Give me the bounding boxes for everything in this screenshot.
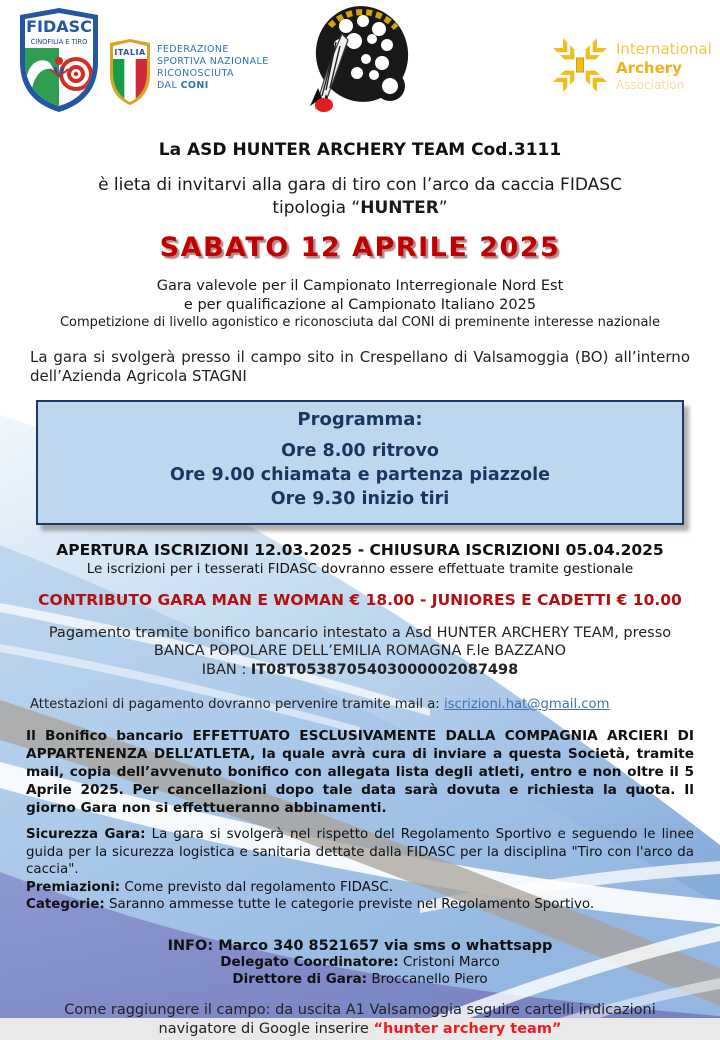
registration-note: Le iscrizioni per i tesserati FIDASC dovranno essere effettuate tramite gestionale xyxy=(86,560,634,577)
federation-line: SPORTIVA NAZIONALE xyxy=(157,56,269,67)
championship-note xyxy=(0,277,720,333)
directions xyxy=(0,1001,720,1040)
contacts-section xyxy=(0,938,720,988)
coni-italia-shield-icon xyxy=(108,38,152,106)
international-archery-association-logo xyxy=(548,28,714,102)
directions-line2: navigatore di Google inserire “hunter archery team” xyxy=(158,1021,562,1037)
federation-line: DAL CONI xyxy=(157,80,209,91)
transfer-notice: Il Bonifico bancario EFFETTUATO ESCLUSIVAMENTE DALLA COMPAGNIA ARCIERI DI APPARTENENZA DELL’ATLETA, la quale avrà cura di inviare a questa Società, tramite mail, copia dell’avvenuto bonifico con allegata lista degli atleti, entro e non oltre il 5 Aprile 2025. Per cancellazioni dopo tale data sarà dovuta e richiesta la quota. Il giorno Gara non si effettueranno abbinamenti. xyxy=(26,728,694,816)
attestation-line xyxy=(30,697,690,712)
invitation-text xyxy=(0,174,720,220)
directions-highlight: “hunter archery team” xyxy=(373,1021,562,1037)
venue-paragraph: La gara si svolgerà presso il campo sito in Crespellano di Valsamoggia (BO) all’interno dell’Azienda Agricola STAGNI xyxy=(30,347,690,385)
payment-line2: BANCA POPOLARE DELL’EMILIA ROMAGNA F.le BAZZANO xyxy=(153,643,567,659)
security-rule: Sicurezza Gara: La gara si svolgerà nel rispetto del Regolamento Sportivo e seguendo le linee guida per la sicurezza logistica e sanitaria dettate dalla FIDASC per la disciplina "Tiro con l'arco da caccia". xyxy=(26,827,694,877)
federation-line: FEDERAZIONE xyxy=(157,44,229,55)
awards-rule: Premiazioni: Come previsto dal regolamento FIDASC. xyxy=(26,879,393,895)
header-logos xyxy=(0,0,720,132)
event-title: La ASD HUNTER ARCHERY TEAM Cod.3111 xyxy=(158,140,562,160)
federation-caption xyxy=(157,44,269,92)
invitation-line2: tipologia “HUNTER” xyxy=(272,198,448,218)
categories-rule: Categorie: Saranno ammesse tutte le categorie previste nel Regolamento Sportivo. xyxy=(26,897,595,912)
championship-line2: e per qualificazione al Campionato Italiano 2025 xyxy=(183,296,537,313)
iaa-line1: International xyxy=(616,40,712,58)
arrows-star-icon xyxy=(553,38,607,92)
iban-value: IT08T0538705403000002087498 xyxy=(250,661,519,678)
invitation-line1: è lieta di invitarvi alla gara di tiro con l’arco da caccia FIDASC xyxy=(98,175,622,195)
program-item: Ore 9.30 inizio tiri xyxy=(270,488,450,509)
fidasc-subtitle: CINOFILIA E TIRO xyxy=(30,38,88,46)
hunter-archery-team-logo xyxy=(296,2,420,122)
program-box xyxy=(36,400,684,525)
payment-line1: Pagamento tramite bonifico bancario intestato a Asd HUNTER ARCHERY TEAM, presso xyxy=(48,624,672,641)
attestation-text: Attestazioni di pagamento dovranno pervenire tramite mail a: xyxy=(30,697,444,712)
info-contact: INFO: Marco 340 8521657 via sms o whattsapp xyxy=(167,937,553,954)
iaa-line2: Archery xyxy=(616,59,682,77)
red-ball-icon xyxy=(315,98,333,112)
directions-line1: Come raggiungere il campo: da uscita A1 Valsamoggia seguire cartelli indicazioni xyxy=(64,1001,656,1018)
championship-line1: Gara valevole per il Campionato Interregionale Nord Est xyxy=(156,278,564,294)
payment-paragraph xyxy=(0,624,720,680)
rules-section xyxy=(26,826,694,914)
program-item: Ore 8.00 ritrovo xyxy=(281,440,439,461)
email-link[interactable]: iscrizioni.hat@gmail.com xyxy=(443,697,610,712)
iaa-line3: Association xyxy=(616,78,685,92)
italy-flag-icon xyxy=(113,59,147,104)
program-item: Ore 9.00 chiamata e partenza piazzole xyxy=(170,464,550,485)
iban-line: IBAN : IT08T0538705403000002087498 xyxy=(201,661,519,678)
italia-label: ITALIA xyxy=(114,48,146,57)
competition-note: Competizione di livello agonistico e riconosciuta dal CONI di preminente interesse nazionale xyxy=(59,315,661,330)
fidasc-logo-icon xyxy=(16,6,102,114)
registration-dates: APERTURA ISCRIZIONI 12.03.2025 - CHIUSURA ISCRIZIONI 05.04.2025 xyxy=(56,540,664,559)
entry-fee: CONTRIBUTO GARA MAN E WOMAN € 18.00 - JUNIORES E CADETTI € 10.00 xyxy=(38,590,682,609)
fidasc-wordmark: FIDASC xyxy=(26,17,92,36)
delegate-line: Delegato Coordinatore: Cristoni Marco xyxy=(220,953,500,970)
event-date-heading: SABATO 12 APRILE 2025 xyxy=(159,232,561,263)
director-line: Direttore di Gara: Broccanello Piero xyxy=(232,970,488,987)
program-title: Programma: xyxy=(297,408,423,430)
federation-line: RICONOSCIUTA xyxy=(157,68,234,79)
